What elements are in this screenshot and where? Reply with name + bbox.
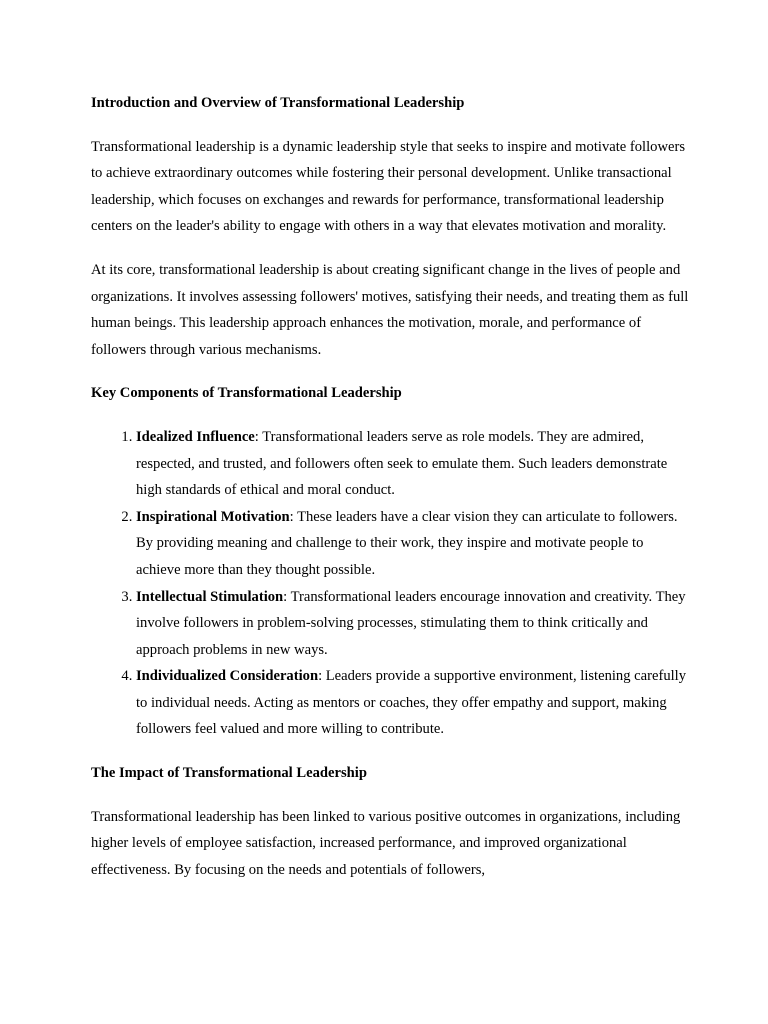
list-item	[136, 504, 691, 584]
intro-paragraph-1: Transformational leadership is a dynamic leadership style that seeks to inspire and motivate followers to achieve extraordinary outcomes while fostering their personal development. Unlike transactional leadership, which focuses on exchanges and rewards for performance, transformational leadership centers on the leader's ability to engage with others in a way that elevates motivation and morality.	[91, 138, 686, 235]
list-item	[136, 584, 691, 664]
impact-paragraph-1: Transformational leadership has been linked to various positive outcomes in organizations, including higher levels of employee satisfaction, increased performance, and improved organizational effectiveness. By focusing on the needs and potentials of followers,	[91, 808, 681, 878]
list-item-term: Intellectual Stimulation	[136, 588, 284, 605]
document-body	[91, 90, 691, 900]
key-components-list	[91, 424, 691, 743]
list-item	[136, 663, 691, 743]
list-item	[136, 424, 691, 504]
list-item-text: : Transformational leaders serve as role models. They are admired, respected, and trusted, and followers often seek to emulate them. Such leaders demonstrate high standards of ethical and moral conduct.	[136, 428, 668, 499]
section-heading-introduction: Introduction and Overview of Transformational Leadership	[91, 95, 465, 111]
list-item-text: : Transformational leaders encourage innovation and creativity. They involve followers in problem-solving processes, stimulating them to think critically and approach problems in new ways.	[136, 588, 686, 658]
list-item-term: Inspirational Motivation	[136, 508, 290, 525]
intro-paragraph-2: At its core, transformational leadership is about creating significant change in the lives of people and organizations. It involves assessing followers' motives, satisfying their needs, and treating them as full human beings. This leadership approach enhances the motivation, morale, and performance of followers through various mechanisms.	[91, 261, 689, 358]
section-heading-key-components: Key Components of Transformational Leadership	[91, 385, 402, 402]
list-item-term: Individualized Consideration	[136, 668, 319, 685]
list-item-text: : These leaders have a clear vision they can articulate to followers. By providing meaning and challenge to their work, they inspire and motivate people to achieve more than they thought possible.	[136, 508, 678, 578]
list-item-text: : Leaders provide a supportive environment, listening carefully to individual needs. Acting as mentors or coaches, they offer empathy and support, making followers feel valued and more willing to contribute.	[136, 668, 687, 738]
list-item-term: Idealized Influence	[136, 428, 255, 445]
section-heading-impact: The Impact of Transformational Leadership	[91, 765, 367, 782]
